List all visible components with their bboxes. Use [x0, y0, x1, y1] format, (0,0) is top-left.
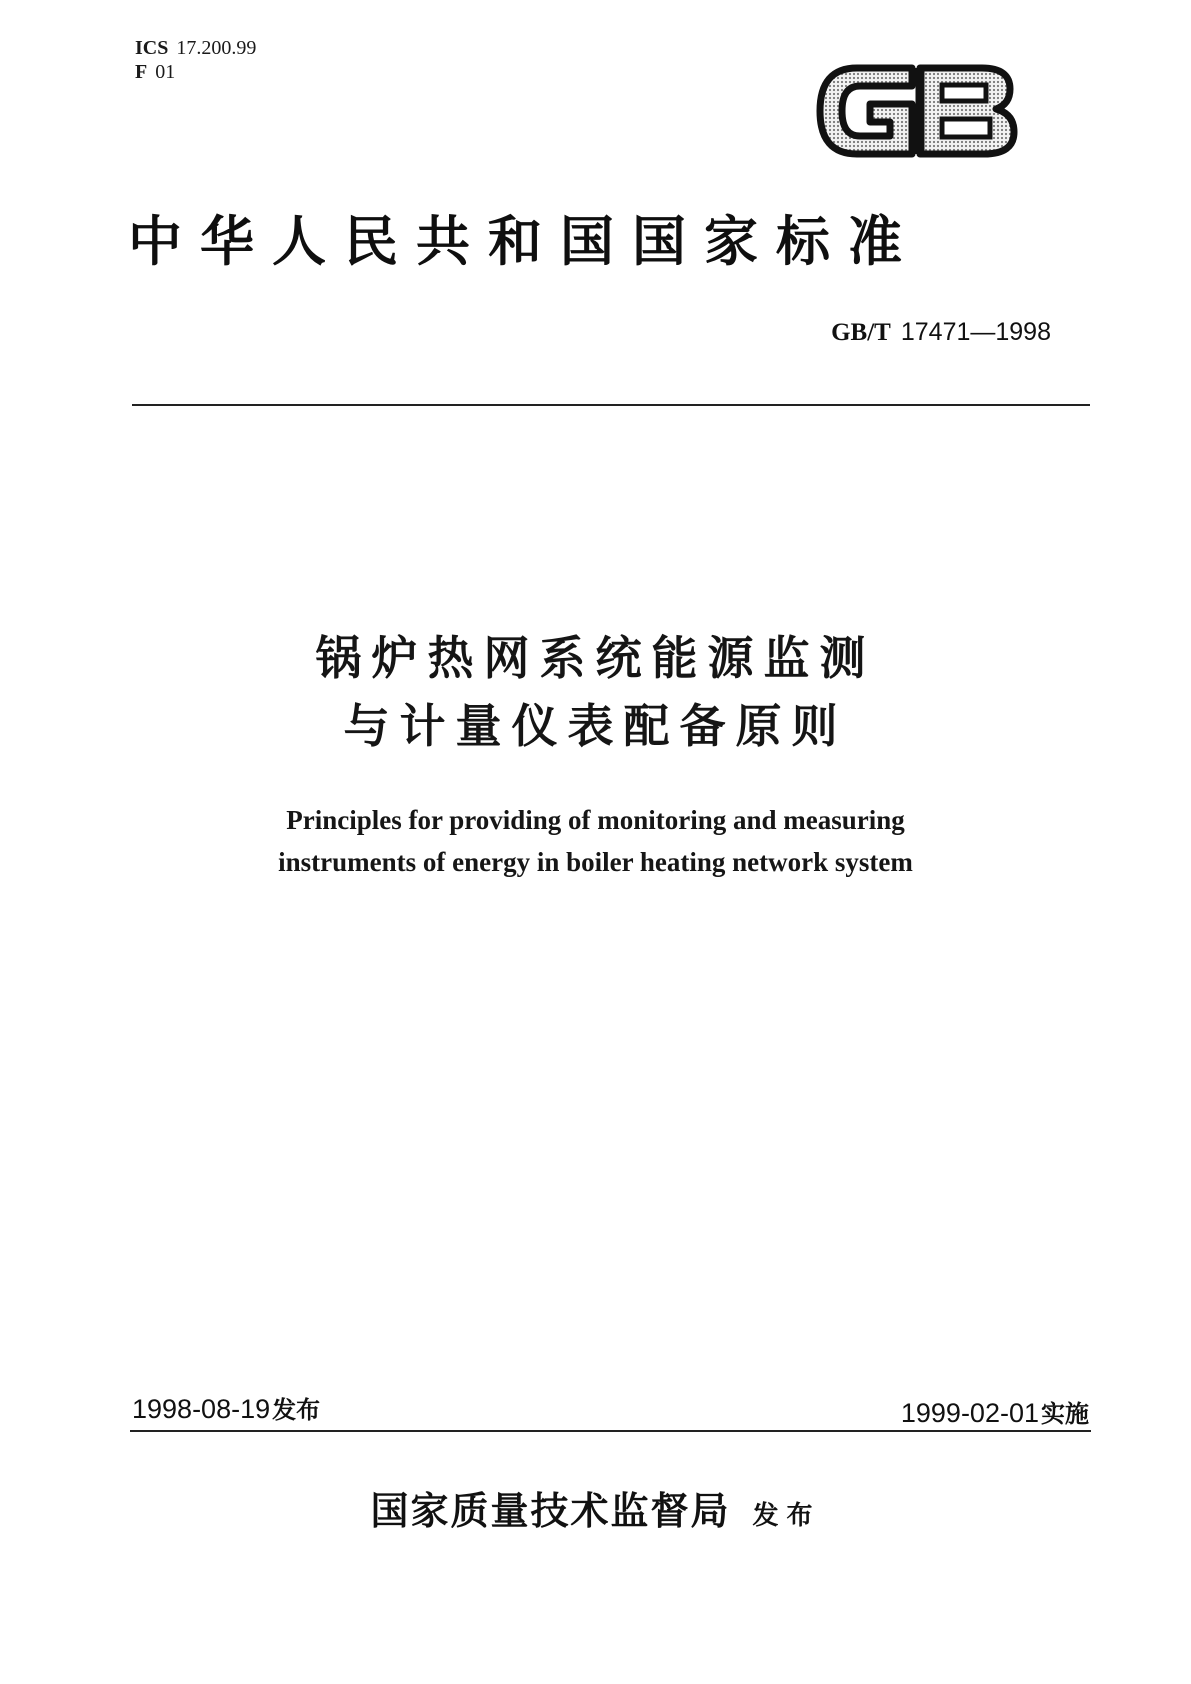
effective-date [901, 1394, 1089, 1429]
ccs-label: F [135, 61, 148, 83]
ccs-value: 01 [155, 61, 176, 83]
en-title-line-2: instruments of energy in boiler heating network system [278, 847, 913, 877]
classification-codes [135, 36, 256, 84]
standard-code: 17471—1998 [900, 318, 1051, 346]
standard-number [831, 318, 1051, 347]
top-divider [132, 404, 1090, 406]
cn-title-line-1: 锅炉热网系统能源监测 [315, 631, 876, 685]
ccs-code [135, 60, 256, 84]
en-title-line-1: Principles for providing of monitoring and measuring [286, 805, 905, 835]
standard-category-title: 中华人民共和国国家标准 [128, 210, 920, 273]
effective-date-label: 实施 [1041, 1400, 1089, 1428]
cn-title-line-2: 与计量仪表配备原则 [343, 699, 848, 753]
issue-date [132, 1390, 320, 1425]
ics-code [135, 36, 256, 60]
publisher-name: 国家质量技术监督局 [370, 1488, 731, 1533]
standard-prefix: GB/T [831, 319, 891, 346]
ics-value: 17.200.99 [176, 37, 257, 59]
gb-logo-text [1022, 56, 1023, 57]
publish-label: 发布 [752, 1501, 821, 1531]
ics-label: ICS [135, 37, 169, 59]
publisher-line [0, 1480, 1191, 1535]
gb-logo [812, 56, 1022, 166]
issue-date-value: 1998-08-19 [132, 1394, 271, 1424]
gb-logo-graphic [812, 56, 1022, 166]
issue-date-label: 发布 [272, 1396, 321, 1424]
bottom-divider [130, 1430, 1091, 1432]
effective-date-value: 1999-02-01 [900, 1398, 1039, 1428]
